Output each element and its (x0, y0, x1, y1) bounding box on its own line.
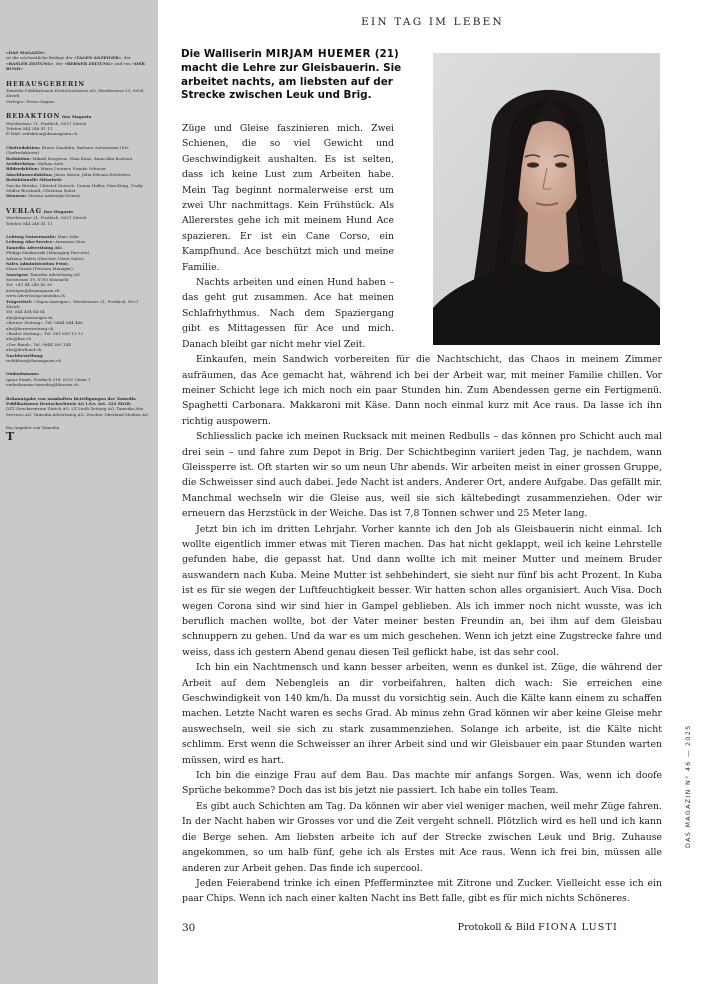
beteiligungen-block (6, 396, 151, 418)
anzeigen-website[interactable]: www.advertising.tamedia.ch (6, 293, 65, 299)
staff-block (6, 145, 151, 199)
anzeigen-text: Tamedia Advertising AG (28, 271, 81, 277)
anzeigen-email[interactable]: anzeigen@dasmagazin.ch (6, 287, 60, 293)
red-label: Redaktion: (6, 155, 32, 161)
sales-heading: Sales Administration Print: (6, 260, 69, 266)
verlag-name: Das Magazin (42, 208, 73, 214)
verlag-block (6, 207, 151, 226)
redaktion-address: Werdstrasse 21, Postfach, 8021 Zürich (6, 120, 87, 126)
publisher-address: Tamedia Publikationen Deutschschweiz AG, Werdstrasse 21, 8004 Zürich (6, 88, 144, 99)
paragraph-4: Schliesslich packe ich meinen Rucksack mit meinen Redbulls – das können pro Schicht auch mal drei sein – und fahre zum Depot in Brig. Der Schichtbeginn variiert jeden Tag, je nachdem, wann Gleissperre ist. Oft starten wir so um neun Uhr abends. Wir arbeiten meist in einer grossen Gruppe, die Schweisser sind auch dabei. Jede Nacht ist anders. Anderer Ort, andere Aufgabe. Das gefällt mir. Manchmal wechseln wir die Gleise aus, weil sie sich kältebedingt zusammenziehen. Oder wir erneuern das Herzstück in der Weiche. Das ist 7,8 Tonnen schwer und 25 Meter lang. (182, 431, 662, 520)
ta-phone: Tel. 044 404 64 64 (6, 309, 45, 315)
intro-text-1: ist die wöchentliche Beilage der (6, 55, 75, 61)
abschluss-text: János Moser, Julia-Silvana Hofstetter (52, 171, 131, 177)
bz-line: «Berner Zeitung», Tel. 0844 844 466 (6, 320, 83, 326)
chef-text: Bruno Ziauddin, Barbara Achermann (Stv. Chefredaktorin) (6, 144, 130, 156)
redaktion-phone: Telefon 044 248 41 11 (6, 126, 53, 132)
beteiligungen-list: DZZ Druckzentrum Zürich AG, LZ Linth Zeitung AG, Tamedia Abo Services AG, Tamedia Advertising AG, Zürcher Oberland Medien AG (6, 406, 149, 417)
lede-suffix: (21) macht die Lehre zur Gleisbauerin. Sie arbeitet nachts, am liebsten auf der Strecke zwischen Leuk und Brig. (181, 48, 402, 102)
anzeigen-address: Seestrasse 39, 8700 Küsnacht (6, 277, 69, 283)
impressum-sidebar (0, 0, 158, 984)
ombudsmann-block (6, 371, 151, 387)
paragraph-3: Einkaufen, mein Sandwich vorbereiten für die Nachtschicht, das Chaos in meinem Zimmer aufräumen, das Ace gemacht hat, während ich bei der Arbeit war, mit meiner Familie chillen. Vor meiner Schicht lege ich mich noch ein paar Stunden hin. Zum Abendessen gerne ein Fertigmenü. Spaghetti Carbonara. Makkaroni mit Käse. Dann noch einmal kurz mit Ace raus. Da lasse ich ihn richtig auspowern. (182, 354, 662, 427)
photo-credit (458, 922, 618, 933)
article-body (182, 121, 662, 907)
intro-text-3: , der (53, 60, 65, 66)
anzeigen-phone: Tel. +41 44 248 40 30 (6, 282, 53, 288)
abo-label: Leitung Abo-Service: (6, 239, 54, 245)
redaktion-heading: REDAKTION (6, 112, 61, 121)
lede-prefix: Die Walliserin (181, 48, 266, 60)
baz-line: «Basler Zeitung», Tel. 061 639 13 13 (6, 330, 83, 336)
page-number: 30 (182, 922, 196, 934)
intro-text-4: und von (113, 60, 133, 66)
nutzer-label: Leitung Nutzermarkt: (6, 233, 57, 239)
chef-label: Chefredaktion: (6, 144, 41, 150)
redaktion-block (6, 112, 151, 137)
publisher-heading: HERAUSGEBERIN (6, 79, 86, 88)
paragraph-9: Jeden Feierabend trinke ich einen Pfefferminztee mit Zitrone und Zucker. Vielleicht esse ich ein paar Chips. Wenn ich nach einer kalten Nacht ins Bett falle, gibt es für mich nichts Schöneres. (182, 877, 662, 905)
advertising-person-1: Philipp Mankowski (Managing Director) (6, 250, 90, 256)
article-lede (181, 48, 417, 103)
tamedia-offer-text: Ein Angebot von Tamedia (6, 425, 60, 431)
sales-person: Mara Grassi (Division Manager) (6, 266, 73, 272)
tamedia-logo-icon: T (6, 430, 15, 444)
section-title: EIN TAG IM LEBEN (361, 16, 504, 28)
honorar-text: Marina Ambrogio-Donati (26, 193, 80, 199)
intro-title-1: «DAS MAGAZIN» (6, 50, 46, 55)
credit-name: FIONA LUSTI (538, 922, 618, 933)
red-text: Mikael Krogerus, Nina Kunz, Anuschka Roshani (31, 155, 133, 161)
nutzer-text: Marc Isler (56, 233, 80, 239)
bild-text: Maria Leutner, Frauke Schnoor (39, 166, 107, 172)
paragraph-8: Es gibt auch Schichten am Tag. Da können wir aber viel weniger machen, weil mehr Züge fahren. In der Nacht haben wir Grosses vor und die Zeit vergeht schnell. Plötzlich wird es hell und ich kann die Berge sehen. Am liebsten arbeite ich auf der Strecke zwischen Leuk und Brig. Zuhause angekommen, so um halb fünf, gehe ich als Erstes mit Ace raus. Wenn ich frei bin, müssen alle anderen zur Arbeit gehen. Das finde ich supercool. (182, 800, 662, 874)
mitarbeit-text: Sascha Britsko, Christof Gertsch, Ursina Haller, Max Küng, Trudy Müller-Bosshard, Christian Seiler (6, 182, 143, 193)
impressum-intro (6, 50, 151, 72)
honorar-label: Honorar: (6, 193, 27, 199)
bund-email[interactable]: abo@derbund.ch (6, 347, 42, 353)
nachbestellung-email[interactable]: redaktion@dasmagazin.ch (6, 357, 61, 363)
paragraph-2: Nachts arbeiten und einen Hund haben – das geht gut zusammen. Ace hat meinen Schlafrhythmus. Nach dem Spaziergang gibt es Mittagessen für Ace und mich. Danach bleibt gar nicht mehr viel Zeit. (182, 277, 394, 350)
bz-email[interactable]: abo@bernerzeitung.ch (6, 325, 54, 331)
business-block (6, 234, 151, 363)
paragraph-7: Ich bin die einzige Frau auf dem Bau. Das machte mir anfangs Sorgen. Was, wenn ich doofe Sprüche bekomme? Doch das ist bis jetzt nie passiert. Ich habe ein tolles Team. (182, 770, 662, 797)
advertising-heading: Tamedia Advertising AG: (6, 244, 63, 250)
magazine-issue-vertical: DAS MAGAZIN N° 46 — 2025 (684, 724, 692, 848)
paragraph-6: Ich bin ein Nachtmensch und kann besser arbeiten, wenn es dunkel ist. Züge, die während der Arbeit auf dem Nebengleis an dir vorbeifahren, halten dich wach: Sie erreichen eine Geschwindigkeit von 140 km/h. Da musst du vorsichtig sein. Auch die Kälte kann einem zu schaffen machen. Letzte Nacht waren es sechs Grad. Ab minus zehn Grad können wir aber keine Gleise mehr auswechseln, weil sie sich zu stark zusammenziehen. Solange ich arbeite, ist die Kälte nicht schlimm. Erst wenn die Schweisser an ihrer Arbeit sind und wir Gleisbauer ein paar Stunden warten müssen, wird es hart. (182, 662, 662, 766)
verlag-address: Werdstrasse 21, Postfach, 8021 Zürich (6, 215, 87, 221)
nachbestellung-label: Nachbestellung: (6, 352, 44, 358)
intro-title-5: «DER BUND» (6, 60, 145, 72)
ombudsmann-address: Ignaz Staub, Postfach 318, 6330 Cham 1 (6, 376, 91, 382)
abschluss-label: Abschlussredaktion: (6, 171, 53, 177)
ta-email[interactable]: abo@tagesanzeiger.ch (6, 314, 53, 320)
anzeigen-label: Anzeigen: (6, 271, 29, 277)
verlag-heading: VERLAG (6, 206, 43, 215)
intro-text-2: , der (121, 55, 131, 61)
intro-title-2: «TAGES-ANZEIGER» (74, 55, 122, 61)
baz-email[interactable]: abo@baz.ch (6, 336, 32, 342)
abo-text: Aranzazu Diaz (53, 239, 86, 245)
art-label: Artdirektion: (6, 160, 36, 166)
mitarbeit-label: Redaktionelle Mitarbeit: (6, 177, 63, 183)
traeger-label: Trägertitel: (6, 298, 33, 304)
art-text: Nathan Aebi (35, 160, 64, 166)
photo-spacer (402, 121, 662, 349)
advertising-person-2: Adriano Valeri (Director Client Sales) (6, 255, 84, 261)
beteiligungen-heading: Bekanntgabe von namhaften Beteiligungen der Tamedia Publikationen Deutschschweiz AG i.S.v. Art. 322 StGB: (6, 395, 136, 406)
tamedia-offer (6, 425, 151, 442)
publisher-verleger: Verleger: Pietro Supino (6, 98, 55, 104)
redaktion-name: Das Magazin (60, 114, 92, 120)
paragraph-5: Jetzt bin ich im dritten Lehrjahr. Vorher kannte ich den Job als Gleisbauerin nicht einmal. Ich wollte eigentlich immer etwas mit Tieren machen. Das hat nicht geklappt, weil ich keine Lehrstelle gefunden habe, die gepasst hat. Und dann wollte ich mit meiner Mutter und meinem Bruder auswandern nach Kuba. Meine Mutter ist sehbehindert, sie sieht nur fünf bis acht Prozent. In Kuba ist es für sie wegen der Luftfeuchtigkeit besser. Wir hatten schon alles organisiert. Auch Visa. Doch wegen Corona sind wir sind hier in Gampel geblieben. Als ich immer noch nicht wusste, was ich beruflich machen wollte, bot der Vater meiner besten Freundin an, bei ihm auf dem Gleisbau schnuppern zu gehen. Und da war es um mich geschehen. Wenn ich jetzt eine Zugstrecke fahre und weiss, dass ich gestern Abend genau diesen Teil geflickt habe, ist das sehr cool. (182, 523, 662, 658)
intro-title-4: «BERNER ZEITUNG» (64, 60, 113, 66)
lede-name: MIRJAM HUEMER (265, 48, 372, 60)
intro-title-3: «BASLER ZEITUNG» (6, 60, 54, 66)
ombudsmann-email[interactable]: ombudsmann.tamedia@bluewin.ch (6, 382, 79, 388)
ombudsmann-label: Ombudsmann: (6, 371, 40, 377)
publisher-block (6, 80, 151, 105)
paragraph-1: Züge und Gleise faszinieren mich. Zwei Schienen, die so viel Gewicht und Geschwindigkeit aushalten. Es ist selten, dass ich keine Lust zum Arbeiten habe. Mein Tag beginnt normalerweise erst um zwei Uhr nachmittags. Kein Frühstück. Als Allererstes gehe ich mit meinem Hund Ace spazieren. Er ist ein Cane Corso, ein Kampfhund. Ace beschützt mich und meine Familie. (182, 123, 394, 273)
bild-label: Bildredaktion: (6, 166, 40, 172)
bund-line: «Der Bund», Tel. 0844 385 144 (6, 341, 71, 347)
traeger-text: «Tages-Anzeiger», Werdstrasse 21, Postfach, 8021 Zürich (6, 298, 139, 310)
verlag-phone: Telefon 044 248 41 11 (6, 220, 53, 226)
redaktion-email[interactable]: E-Mail: redaktion@dasmagazin.ch (6, 131, 78, 137)
credit-prefix: Protokoll & Bild (457, 922, 539, 933)
